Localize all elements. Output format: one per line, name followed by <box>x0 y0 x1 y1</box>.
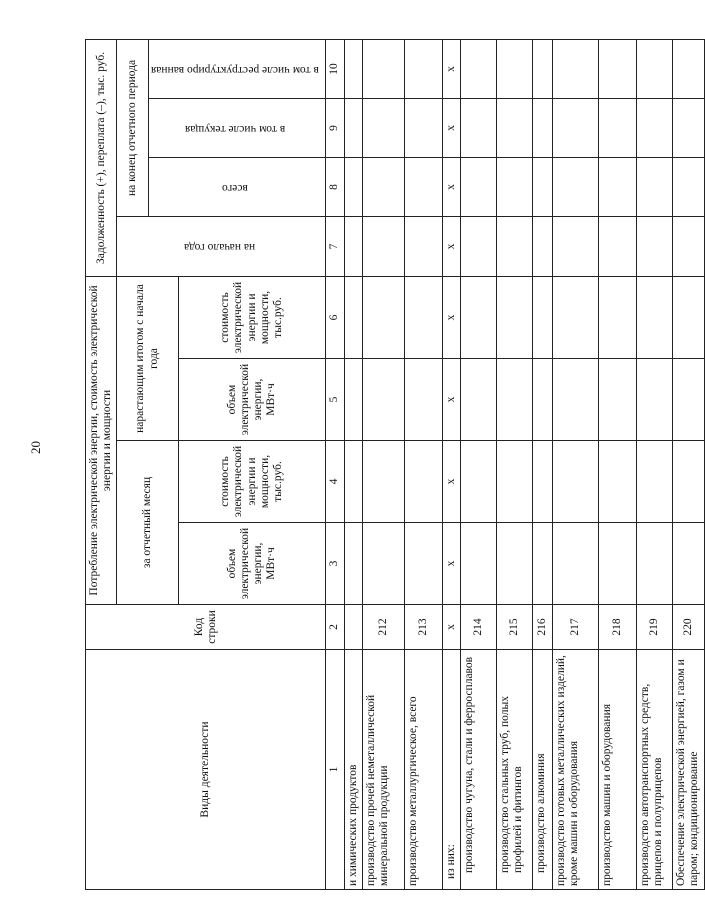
row-cell <box>461 157 497 216</box>
row-cell <box>673 359 705 441</box>
row-cell <box>637 523 673 605</box>
header-volume-month: объем электрической энергии, МВт·ч <box>178 523 326 605</box>
row-cell <box>497 359 533 441</box>
row-cell <box>461 441 497 523</box>
table-row <box>344 39 362 889</box>
row-cell <box>344 359 362 441</box>
row-cell <box>344 523 362 605</box>
header-debt: Задолженность (+), переплата (–), тыс. руб. <box>86 39 117 276</box>
row-cell <box>404 441 442 523</box>
row-cell <box>673 276 705 358</box>
row-cell <box>637 157 673 216</box>
table-body <box>344 39 704 889</box>
col-number: 6 <box>326 276 344 358</box>
row-code <box>344 605 362 650</box>
row-code: 216 <box>533 605 553 650</box>
row-cell <box>344 441 362 523</box>
col-number: 10 <box>326 39 344 98</box>
row-cell <box>553 216 599 276</box>
header-cumulative: нарастающим итогом с начала года <box>117 276 179 440</box>
row-code: 218 <box>599 605 637 650</box>
table-row <box>461 39 497 889</box>
row-cell: х <box>442 276 460 358</box>
table-row <box>637 39 673 889</box>
header-activity: Виды деятельности <box>86 650 326 890</box>
row-cell <box>461 216 497 276</box>
row-cell <box>362 523 404 605</box>
table-row <box>553 39 599 889</box>
energy-consumption-table <box>85 39 705 890</box>
row-cell <box>497 98 533 157</box>
row-cell <box>344 157 362 216</box>
row-cell <box>599 157 637 216</box>
row-cell <box>599 359 637 441</box>
row-cell <box>553 441 599 523</box>
row-cell <box>497 441 533 523</box>
row-cell <box>673 441 705 523</box>
row-cell <box>362 441 404 523</box>
row-code: 219 <box>637 605 673 650</box>
row-cell <box>404 276 442 358</box>
row-cell <box>553 98 599 157</box>
row-cell <box>673 98 705 157</box>
row-activity-name: производство автотранспортных средств, прицепов и полуприцепов <box>637 650 673 890</box>
col-number: 9 <box>326 98 344 157</box>
row-cell <box>599 441 637 523</box>
row-code: 213 <box>404 605 442 650</box>
col-number: 4 <box>326 441 344 523</box>
table-row <box>362 39 404 889</box>
col-number: 3 <box>326 523 344 605</box>
row-cell <box>599 216 637 276</box>
row-cell: х <box>442 216 460 276</box>
row-activity-name: производство готовых металлических изделий, кроме машин и оборудования <box>553 650 599 890</box>
row-cell <box>404 216 442 276</box>
header-consumption: Потребление электрической энергии, стоимость электрической энергии и мощности <box>86 276 117 604</box>
row-activity-name: производство прочей неметаллической минеральной продукции <box>362 650 404 890</box>
row-cell: х <box>442 359 460 441</box>
row-cell <box>637 39 673 98</box>
row-cell <box>362 98 404 157</box>
col-number: 5 <box>326 359 344 441</box>
row-cell <box>362 276 404 358</box>
row-cell <box>533 157 553 216</box>
header-volume-cumulative: объем электрической энергии, МВт·ч <box>178 359 326 441</box>
header-end-period: на конец отчетного периода <box>117 39 149 216</box>
row-cell <box>637 98 673 157</box>
row-cell <box>553 523 599 605</box>
row-cell <box>533 98 553 157</box>
header-code: Код строки <box>86 605 326 650</box>
table-row <box>533 39 553 889</box>
row-activity-name: производство машин и оборудования <box>599 650 637 890</box>
col-number: 2 <box>326 605 344 650</box>
row-cell <box>637 359 673 441</box>
row-activity-name: производство чугуна, стали и ферросплавов <box>461 650 497 890</box>
row-cell <box>461 39 497 98</box>
row-cell <box>404 523 442 605</box>
row-cell <box>599 523 637 605</box>
row-activity-name: Обеспечение электрической энергией, газом и паром; кондиционирование <box>673 650 705 890</box>
row-cell <box>404 98 442 157</box>
row-cell <box>599 98 637 157</box>
row-cell <box>599 276 637 358</box>
row-cell <box>497 276 533 358</box>
row-code: 212 <box>362 605 404 650</box>
header-reporting-month: за отчетный месяц <box>117 441 179 605</box>
row-cell <box>362 359 404 441</box>
row-cell <box>461 276 497 358</box>
row-cell <box>533 216 553 276</box>
row-cell <box>533 359 553 441</box>
row-cell <box>404 157 442 216</box>
header-cost-month: стоимость электрической энергии и мощности, тыс.руб. <box>178 441 326 523</box>
row-cell <box>637 276 673 358</box>
row-cell <box>404 359 442 441</box>
row-activity-name: и химических продуктов <box>344 650 362 890</box>
row-cell <box>533 39 553 98</box>
col-number: 1 <box>326 650 344 890</box>
row-cell: х <box>442 98 460 157</box>
row-cell <box>344 216 362 276</box>
row-cell <box>497 216 533 276</box>
row-cell <box>637 441 673 523</box>
row-cell <box>344 39 362 98</box>
row-cell <box>637 216 673 276</box>
row-cell <box>553 157 599 216</box>
row-cell <box>461 523 497 605</box>
row-cell: х <box>442 157 460 216</box>
row-cell <box>673 523 705 605</box>
row-cell <box>673 216 705 276</box>
table-row <box>442 39 460 889</box>
row-cell: х <box>442 523 460 605</box>
row-cell <box>553 39 599 98</box>
row-code: х <box>442 605 460 650</box>
row-code: 217 <box>553 605 599 650</box>
row-cell <box>344 98 362 157</box>
row-cell <box>497 157 533 216</box>
row-cell <box>673 157 705 216</box>
col-number: 7 <box>326 216 344 276</box>
row-cell <box>344 276 362 358</box>
row-cell <box>497 39 533 98</box>
row-cell <box>533 523 553 605</box>
row-activity-name: из них: <box>442 650 460 890</box>
row-code: 220 <box>673 605 705 650</box>
row-code: 215 <box>497 605 533 650</box>
row-cell <box>599 39 637 98</box>
row-activity-name: производство металлургическое, всего <box>404 650 442 890</box>
row-cell <box>362 157 404 216</box>
table-row <box>599 39 637 889</box>
table-row <box>497 39 533 889</box>
row-code: 214 <box>461 605 497 650</box>
header-cost-cumulative: стоимость электрической энергии и мощности, тыс.руб. <box>178 276 326 358</box>
row-cell <box>533 441 553 523</box>
col-number: 8 <box>326 157 344 216</box>
header-restructured: в том числе реструктуриро ванная <box>149 39 326 98</box>
row-cell <box>461 98 497 157</box>
row-cell <box>461 359 497 441</box>
header-total: всего <box>149 157 326 216</box>
row-activity-name: производство алюминия <box>533 650 553 890</box>
row-cell <box>497 523 533 605</box>
row-cell <box>533 276 553 358</box>
table-row <box>673 39 705 889</box>
header-current: в том числе текущая <box>149 98 326 157</box>
row-activity-name: производство стальных труб, полых профилей и фитингов <box>497 650 533 890</box>
header-start-year: на начало года <box>117 216 326 276</box>
row-cell <box>673 39 705 98</box>
row-cell <box>362 39 404 98</box>
row-cell <box>553 276 599 358</box>
row-cell: х <box>442 441 460 523</box>
rotated-table-container <box>85 40 701 890</box>
table-row <box>404 39 442 889</box>
page-number: 20 <box>28 441 43 454</box>
row-cell <box>404 39 442 98</box>
row-cell <box>362 216 404 276</box>
row-cell: х <box>442 39 460 98</box>
row-cell <box>553 359 599 441</box>
